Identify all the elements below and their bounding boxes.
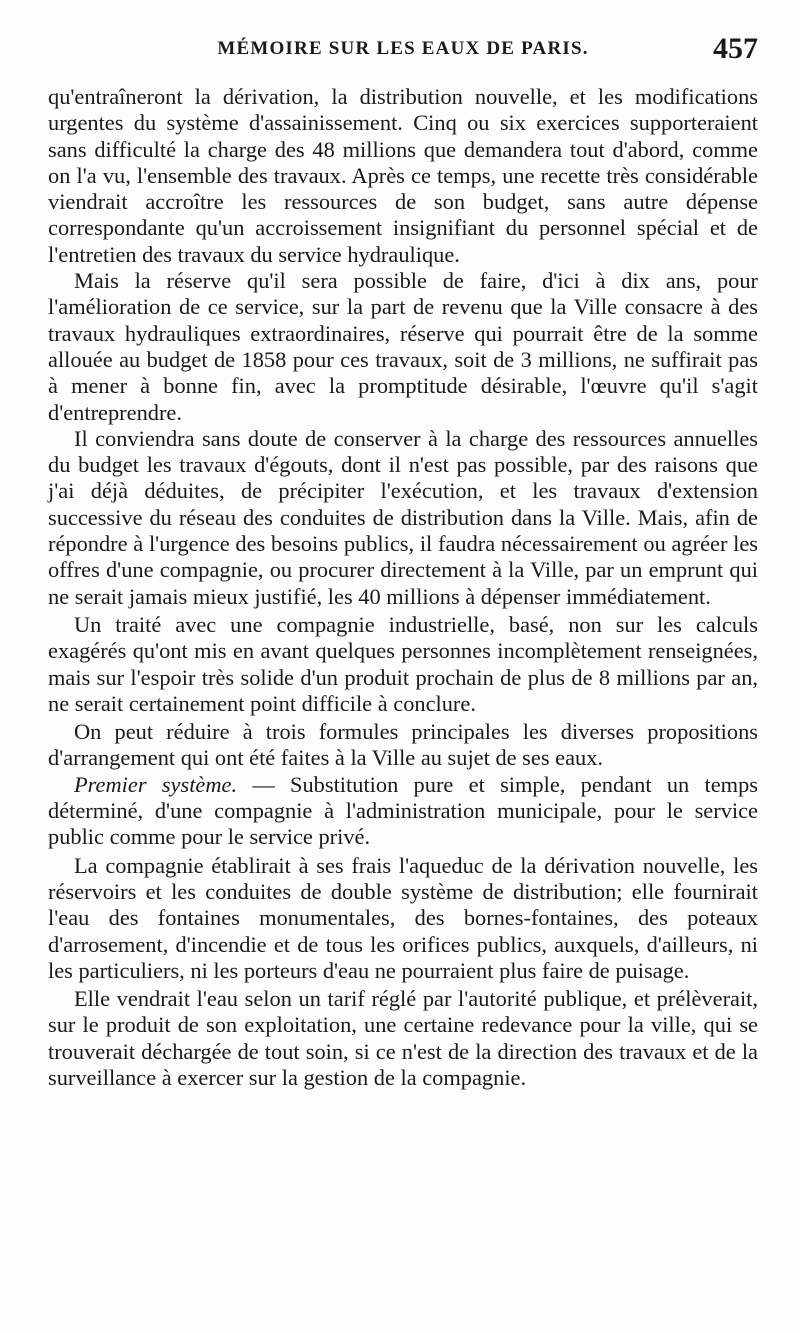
paragraph: Un traité avec une compagnie industrielle, basé, non sur les calculs exagérés qu'ont mis en avant quelques personnes incomplètement renseignées, mais sur l'espoir très solide d'un produit prochain de plus de 8 millions par an, ne serait certainement point difficile à conclure.: [48, 611, 758, 716]
section-lead: Premier système.: [74, 771, 238, 797]
paragraph: On peut réduire à trois formules principales les diverses propositions d'arrangement qui ont été faites à la Ville au sujet de ses eaux.: [48, 719, 758, 771]
running-head: [48, 32, 758, 66]
paragraph: Il conviendra sans doute de conserver à la charge des ressources annuelles du budget les travaux d'égouts, dont il n'est pas possible, par des raisons que j'ai déjà déduites, de précipiter l'exécution, et les travaux d'extension successive du réseau des conduites de distribution dans la Ville. Mais, afin de répondre à l'urgence des besoins publics, il faudra nécessairement ou agréer les offres d'une compagnie, ou procurer directement à la Ville, par un emprunt qui ne serait jamais mieux justifié, les 40 millions à dépenser immédiatement.: [48, 425, 758, 609]
body-text: [48, 84, 758, 1091]
running-title: MÉMOIRE SUR LES EAUX DE PARIS.: [217, 38, 589, 59]
paragraph: La compagnie établirait à ses frais l'aqueduc de la dérivation nouvelle, les réservoirs et les conduites de double système de distribution; elle fournirait l'eau des fontaines monumentales, des bornes-fontaines, des poteaux d'arrosement, d'incendie et de tous les orifices publics, auxquels, d'ailleurs, ni les particuliers, ni les porteurs d'eau ne pourraient plus faire de puisage.: [48, 852, 758, 983]
paragraph: Mais la réserve qu'il sera possible de faire, d'ici à dix ans, pour l'amélioration de ce service, sur la part de revenu que la Ville consacre à des travaux hydrauliques extraordinaires, réserve qui pourrait être de la somme allouée au budget de 1858 pour ces travaux, soit de 3 millions, ne suffirait pas à mener à bonne fin, avec la promptitude désirable, l'œuvre qu'il s'agit d'entreprendre.: [48, 268, 758, 425]
page-number: 457: [713, 32, 758, 65]
section-text: — Substitution pure et simple, pendant un temps déterminé, d'une compagnie à l'administration municipale, pour le service public comme pour le service privé.: [48, 771, 758, 850]
paragraph-first-system: [48, 772, 758, 851]
paragraph-continuation: qu'entraîneront la dérivation, la distribution nouvelle, et les modifications urgentes du système d'assainissement. Cinq ou six exercices supporteraient sans difficulté la charge des 48 millions que demandera tout d'abord, comme on l'a vu, l'ensemble des travaux. Après ce temps, une recette très considérable viendrait accroître les ressources de son budget, sans autre dépense correspondante qu'un accroissement insignifiant du personnel spécial et de l'entretien des travaux du service hydraulique.: [48, 84, 758, 267]
paragraph: Elle vendrait l'eau selon un tarif réglé par l'autorité publique, et prélèverait, sur le produit de son exploitation, une certaine redevance pour la ville, qui se trouverait déchargée de tout soin, si ce n'est de la direction des travaux et de la surveillance à exercer sur la gestion de la compagnie.: [48, 986, 758, 1090]
